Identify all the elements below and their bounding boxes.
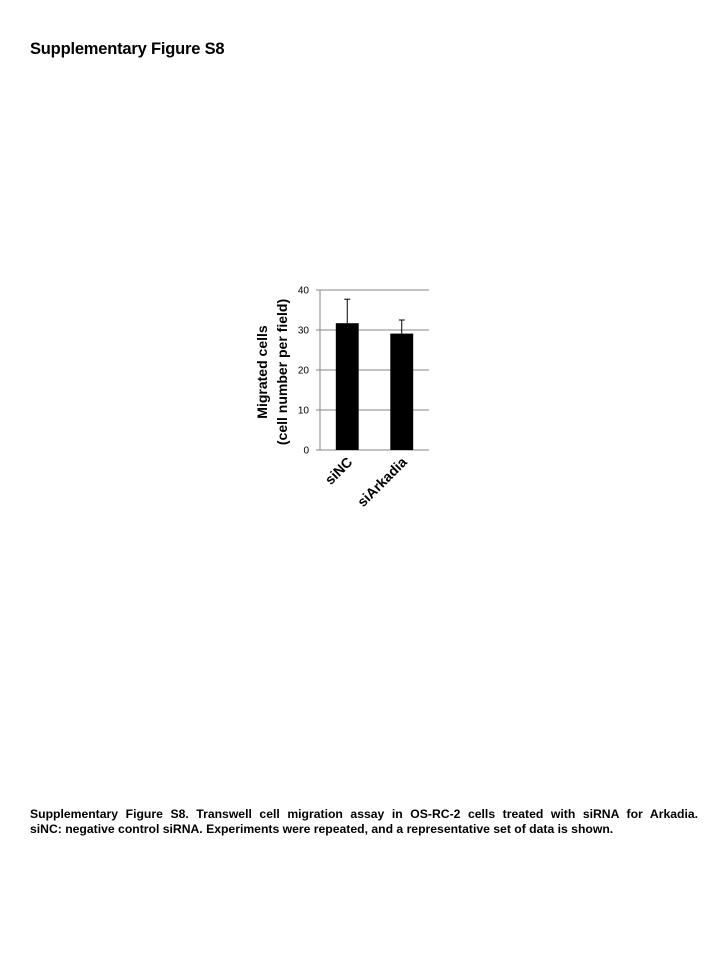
x-category-label: siNC — [321, 453, 356, 488]
caption-line-1: Supplementary Figure S8. Transwell cell migration assay in OS-RC-2 cells treated with siRNA for Arkadia. — [30, 807, 698, 821]
y-axis-label-line2: (cell number per field) — [274, 298, 290, 446]
bars — [336, 323, 413, 450]
page-title: Supplementary Figure S8 — [30, 40, 225, 58]
caption-line-2: siNC: negative control siRNA. Experiments were repeated, and a representative set of data is shown. — [30, 822, 614, 837]
y-tick-label: 30 — [297, 325, 309, 337]
y-tick-label: 10 — [297, 405, 309, 417]
y-tick-label: 20 — [297, 365, 309, 377]
bar-siarkadia — [390, 334, 413, 450]
figure-caption — [30, 807, 698, 838]
y-tick-labels — [298, 286, 310, 457]
y-tick-label: 0 — [303, 445, 309, 457]
x-category-label: siArkadia — [353, 453, 410, 510]
y-axis-label-line1: Migrated cells — [254, 325, 270, 419]
x-category-labels — [321, 454, 410, 510]
bar-sinc — [336, 323, 359, 450]
y-tick-label: 40 — [297, 285, 309, 297]
